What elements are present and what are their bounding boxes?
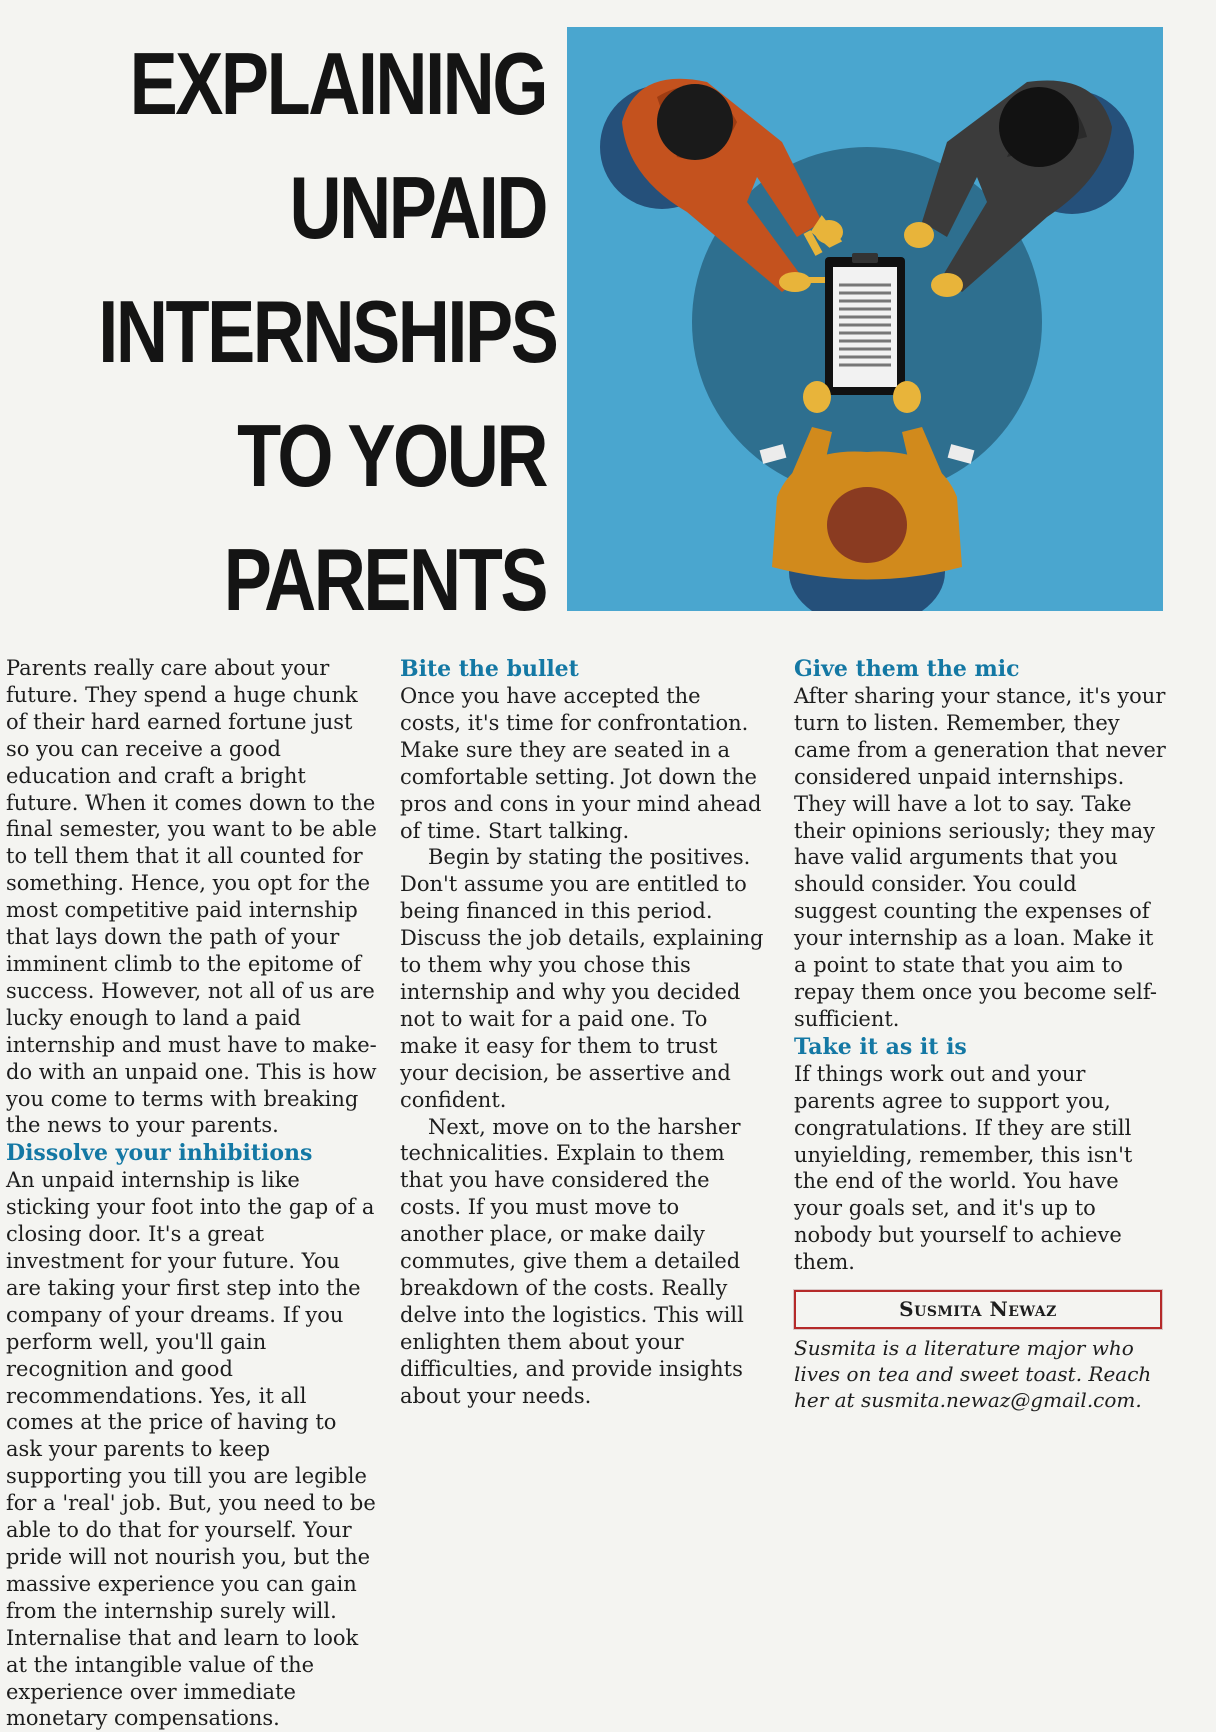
- article-intro: Parents really care about your future. They spend a huge chunk of their hard earned fortune just so you can receive a good education and craft a bright future. When it comes down to the final semester, you want to be able to tell them that it all counted for something. Hence, you opt for the most competitive paid internship that lays down the path of your imminent climb to the epitome of success. However, not all of us are lucky enough to land a paid internship and must have to make-do with an unpaid one. This is how you come to terms with breaking the news to your parents.: [6, 656, 377, 1138]
- column-3: [794, 655, 1166, 1413]
- subheading-take: Take it as it is: [794, 1033, 967, 1060]
- meeting-illustration: [567, 27, 1163, 611]
- headline: [98, 22, 557, 642]
- headline-line: UNPAID: [289, 158, 546, 257]
- headline-line: INTERNSHIPS: [98, 282, 557, 381]
- section3-body: After sharing your stance, it's your turn to listen. Remember, they came from a generation that never considered unpaid internships. They will have a lot to say. Take their opinions seriously; they may have valid arguments that you should consider. You could suggest counting the expenses of your internship as a loan. Make it a point to state that you aim to repay them once you become self-sufficient.: [794, 684, 1166, 1031]
- section4-body: If things work out and your parents agree to support you, congratulations. If they are still unyielding, remember, this isn't the end of the world. You have your goals set, and it's up to nobody but yourself to achieve them.: [794, 1061, 1133, 1275]
- subheading-bite: Bite the bullet: [400, 656, 579, 682]
- author-bio: Susmita is a literature major who lives on tea and sweet toast. Reach her at susmita.newaz@gmail.com.: [794, 1335, 1152, 1412]
- section2-para3: Next, move on to the harsher technicalities. Explain to them that you have considered the costs. If you must move to another place, or make daily commutes, give them a detailed breakdown of the costs. Really delve into the logistics. This will enlighten them about your difficulties, and provide insights about your needs.: [400, 1114, 744, 1408]
- section1-body: An unpaid internship is like sticking your foot into the gap of a closing door. It's a great investment for your future. You are taking your first step into the company of your dreams. If you perform well, you'll gain recognition and good recommendations. Yes, it all comes at the price of having to ask your parents to keep supporting you till you are legible for a 'real' job. But, you need to be able to do that for yourself. Your pride will not nourish you, but the massive experience you can gain from the internship surely will. Internalise that and learn to look at the intangible value of the experience over immediate monetary compensations.: [6, 1168, 376, 1731]
- author-byline: Susmita Newaz: [794, 1290, 1162, 1329]
- subheading-dissolve: Dissolve your inhibitions: [6, 1140, 313, 1167]
- headline-line: EXPLAINING: [129, 34, 546, 133]
- clipboard-icon: [825, 253, 905, 395]
- column-2: [400, 655, 766, 1409]
- section2-para2: Begin by stating the positives. Don't assume you are entitled to being financed in this period. Discuss the job details, explaining to them why you chose this internship and why you decided not to wait for a paid one. To make it easy for them to trust your decision, be assertive and confident.: [400, 845, 764, 1112]
- section2-body: Once you have accepted the costs, it's time for confrontation. Make sure they are seated in a comfortable setting. Jot down the pros and cons in your mind ahead of time. Start talking.: [400, 684, 762, 843]
- headline-line: TO YOUR: [237, 406, 546, 505]
- headline-line: PARENTS: [223, 530, 546, 629]
- subheading-mic: Give them the mic: [794, 656, 1020, 682]
- column-1: [6, 655, 378, 1732]
